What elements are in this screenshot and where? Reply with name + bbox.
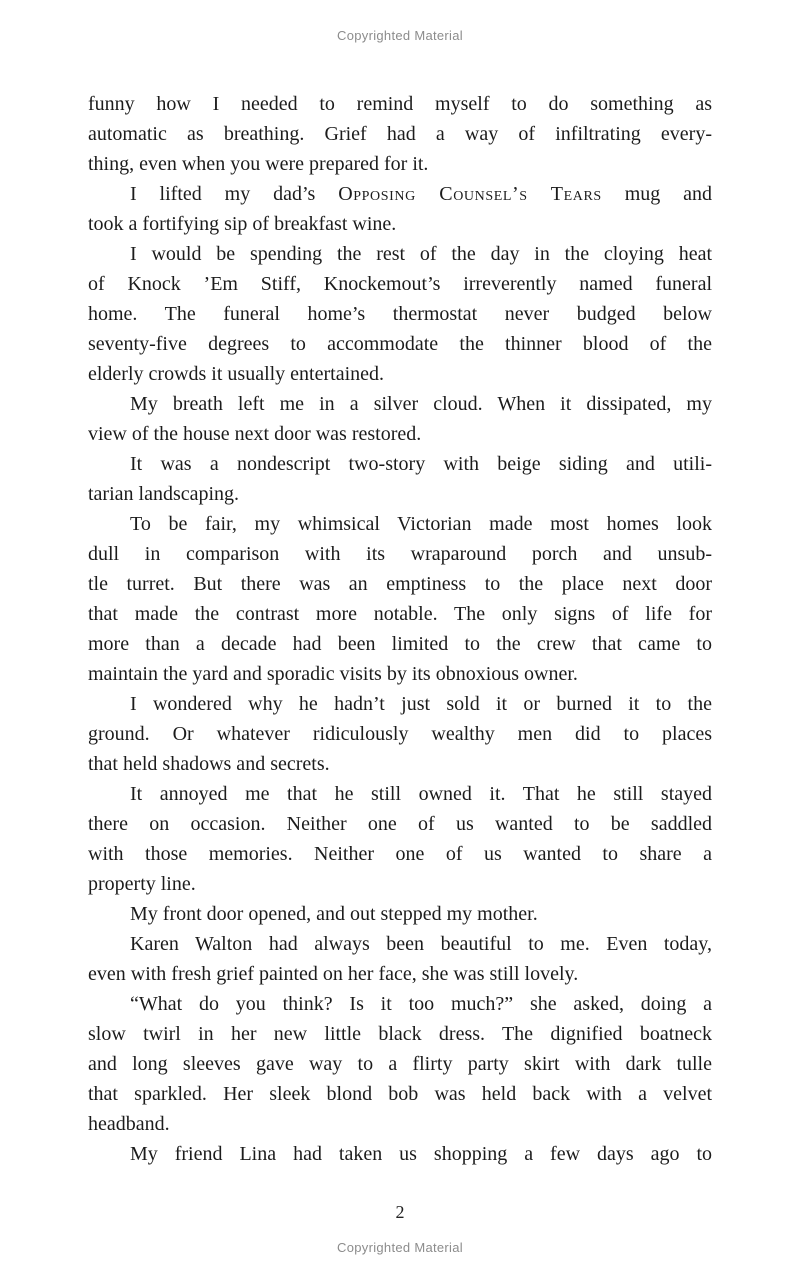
text-line	[88, 809, 712, 839]
text-line	[88, 1079, 712, 1109]
text-line	[88, 989, 712, 1019]
text-segment: property line.	[88, 873, 196, 895]
text-line	[88, 89, 712, 119]
text-line	[88, 389, 712, 419]
paragraph	[88, 89, 712, 179]
page-number: 2	[395, 1202, 405, 1222]
text-line	[88, 869, 712, 899]
text-segment: elderly crowds it usually entertained.	[88, 363, 385, 385]
text-line	[88, 239, 712, 269]
paragraph	[88, 929, 712, 989]
text-line	[88, 899, 712, 929]
text-segment: mug and	[601, 183, 713, 205]
text-line	[88, 449, 712, 479]
paragraph	[88, 779, 712, 899]
text-segment: took a fortifying sip of breakfast wine.	[88, 213, 397, 235]
text-line	[88, 479, 712, 509]
text-segment: tarian landscaping.	[88, 483, 240, 505]
text-segment: of Knock ’Em Stiff, Knockemout’s irreverently named funeral	[88, 273, 712, 295]
paragraph	[88, 899, 712, 929]
text-line	[88, 599, 712, 629]
text-segment: that sparkled. Her sleek blond bob was held back with a velvet	[88, 1083, 712, 1105]
copyright-notice-bottom: Copyrighted Material	[337, 1240, 463, 1255]
text-segment: Karen Walton had always been beautiful to me. Even today,	[130, 933, 712, 955]
text-line	[88, 689, 712, 719]
paragraph	[88, 689, 712, 779]
text-segment: that made the contrast more notable. The only signs of life for	[88, 603, 712, 625]
paragraph	[88, 179, 712, 239]
text-line	[88, 299, 712, 329]
text-line	[88, 509, 712, 539]
paragraph	[88, 989, 712, 1139]
text-segment: tle turret. But there was an emptiness to the place next door	[88, 573, 712, 595]
text-segment: It annoyed me that he still owned it. That he still stayed	[130, 783, 712, 805]
text-line	[88, 1109, 712, 1139]
text-line	[88, 1049, 712, 1079]
text-line	[88, 269, 712, 299]
text-line	[88, 929, 712, 959]
text-line	[88, 119, 712, 149]
text-segment: and long sleeves gave way to a flirty party skirt with dark tulle	[88, 1053, 712, 1075]
text-segment: I wondered why he hadn’t just sold it or burned it to the	[130, 693, 712, 715]
text-line	[88, 1019, 712, 1049]
text-line	[88, 149, 712, 179]
text-line	[88, 539, 712, 569]
text-segment: My friend Lina had taken us shopping a few days ago to	[130, 1143, 712, 1165]
text-segment: with those memories. Neither one of us wanted to share a	[88, 843, 712, 865]
text-segment: view of the house next door was restored.	[88, 423, 422, 445]
copyright-notice-top: Copyrighted Material	[337, 28, 463, 43]
text-segment: slow twirl in her new little black dress. The dignified boatneck	[88, 1023, 712, 1045]
text-line	[88, 329, 712, 359]
text-line	[88, 1139, 712, 1169]
text-segment: even with fresh grief painted on her face, she was still lovely.	[88, 963, 579, 985]
text-line	[88, 839, 712, 869]
text-segment: ground. Or whatever ridiculously wealthy men did to places	[88, 723, 712, 745]
text-line	[88, 359, 712, 389]
text-segment: maintain the yard and sporadic visits by its obnoxious owner.	[88, 663, 578, 685]
paragraph	[88, 239, 712, 389]
text-line	[88, 569, 712, 599]
text-segment: To be fair, my whimsical Victorian made most homes look	[130, 513, 712, 535]
text-segment: seventy-five degrees to accommodate the thinner blood of the	[88, 333, 712, 355]
text-segment: I would be spending the rest of the day in the cloying heat	[130, 243, 712, 265]
text-line	[88, 779, 712, 809]
paragraph	[88, 1139, 712, 1169]
text-line	[88, 719, 712, 749]
text-segment: My breath left me in a silver cloud. When it dissipated, my	[130, 393, 712, 415]
text-segment: My front door opened, and out stepped my mother.	[130, 903, 538, 925]
text-segment: home. The funeral home’s thermostat never budged below	[88, 303, 712, 325]
text-segment: more than a decade had been limited to the crew that came to	[88, 633, 712, 655]
small-caps-text: Opposing Counsel’s Tears	[338, 183, 602, 205]
paragraph	[88, 509, 712, 689]
text-segment: dull in comparison with its wraparound porch and unsub-	[88, 543, 712, 565]
text-line	[88, 749, 712, 779]
text-line	[88, 209, 712, 239]
text-segment: thing, even when you were prepared for it.	[88, 153, 429, 175]
paragraph	[88, 389, 712, 449]
text-segment: automatic as breathing. Grief had a way of infiltrating every-	[88, 123, 712, 145]
text-line	[88, 959, 712, 989]
text-segment: that held shadows and secrets.	[88, 753, 330, 775]
text-line	[88, 179, 712, 209]
text-line	[88, 629, 712, 659]
text-segment: there on occasion. Neither one of us wanted to be saddled	[88, 813, 712, 835]
text-segment: funny how I needed to remind myself to do something as	[88, 93, 712, 115]
text-segment: I lifted my dad’s	[130, 183, 339, 205]
text-segment: “What do you think? Is it too much?” she asked, doing a	[130, 993, 712, 1015]
text-segment: It was a nondescript two-story with beige siding and utili-	[130, 453, 712, 475]
text-line	[88, 419, 712, 449]
paragraph	[88, 449, 712, 509]
page-text-block	[88, 89, 712, 1169]
text-line	[88, 659, 712, 689]
text-segment: headband.	[88, 1113, 170, 1135]
